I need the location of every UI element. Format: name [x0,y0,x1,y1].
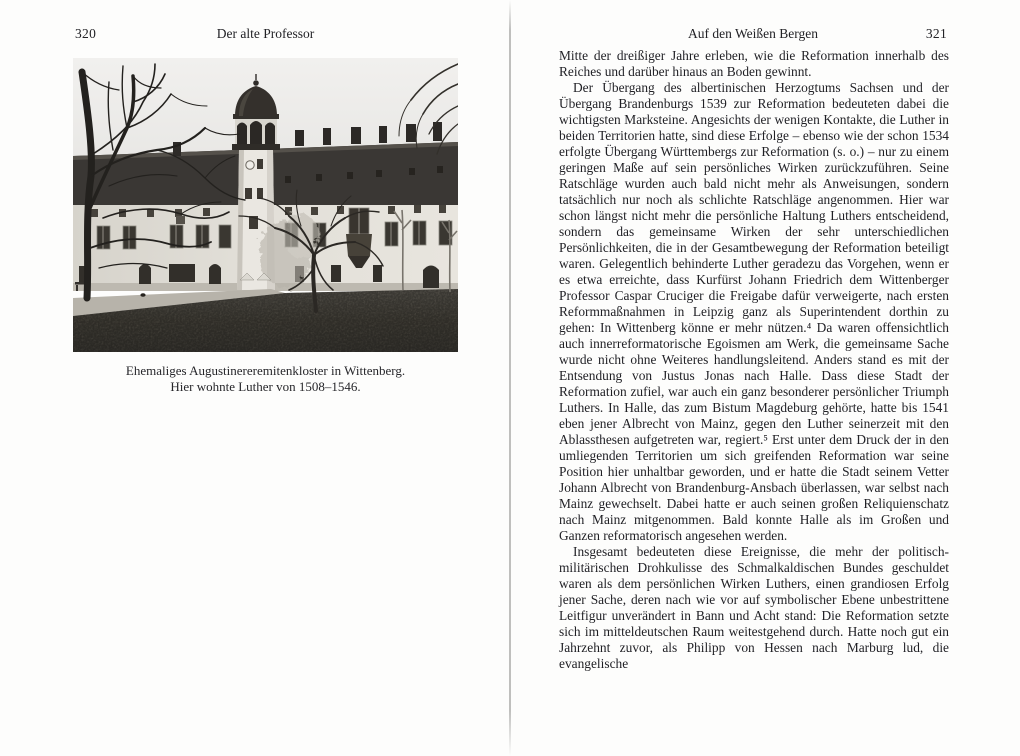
caption-line-2: Hier wohnte Luther von 1508–1546. [170,378,361,394]
right-page [510,0,1020,756]
right-page-number: 321 [925,26,947,41]
monastery-photo [73,58,458,352]
body-paragraph: Der Übergang des albertinischen Herzogtums Sachsen und der Übergang Brandenburgs 1539 zur Reformation bedeuteten dabei die wichtigsten Marksteine. Angesichts der wenigen Kontakte, die Luther in beiden Territorien hatte, sind diese Erfolge – ebenso wie der schon 1534 erfolgte Übergang Württembergs zur Reformation (s. o.) – nur zu einem geringen Maße auf sein persönliches Wirken zurückzuführen. Seine Ratschläge wurden auch bald nicht mehr als Anweisungen, sondern tatsächlich nur noch als schlichte Ratschläge angenommen. Hier war schon längst nicht mehr die persönliche Haltung Luthers entscheidend, sondern das gemeinsame Wirken der sehr unterschiedlichen Persönlichkeiten, die in der Gesamtbewegung der Reformation beteiligt waren. Gelegentlich behinderte Luther geradezu das Vorgehen, wenn er es etwa erreichte, dass Kurfürst Johann Friedrich dem Wittenberger Professor Caspar Cruciger die Freigabe dafür verweigerte, nach ersten Reformmaßnahmen in Leipzig ganz als Superintendent dorthin zu gehen: In Wittenberg könne er mehr nützen.⁴ Da waren offensichtlich auch innerreformatorische Egoismen am Werk, die gemeinsame Sache wurde nicht ohne Weiteres handlungsleitend. Anders stand es mit der Entsendung von Justus Jonas nach Halle. Dass diese Stadt der Reformation zufiel, war auch ein ganz besonderer persönlicher Triumph Luthers. In Halle, das zum Bistum Magdeburg gehörte, hatte bis 1541 eben jener Albrecht von Mainz, gegen den Luther seinerzeit mit den Ablassthesen aufgetreten war, regiert.⁵ Erst unter dem Druck der in den umliegenden Territorien um sich greifenden Reformation war seine Position hier unhaltbar geworden, und er hatte die Stadt seinem Vetter Johann Albrecht von Brandenburg-Ansbach überlassen, war selbst nach Mainz gewechselt. Dabei hatte er auch seinen großen Reliquienschatz nach Mainz mitgenommen. Bald konnte Halle als im Großen und Ganzen reformatorisch angesehen werden. [559,80,949,543]
monastery-photo-drawing [73,58,458,352]
left-page-header [73,26,458,44]
right-running-header: Auf den Weißen Bergen [687,26,818,41]
left-running-header: Der alte Professor [216,26,315,41]
photo-caption [73,363,458,394]
right-page-header [559,26,947,44]
caption-line-1: Ehemaliges Augustinereremitenkloster in Wittenberg. [125,363,406,378]
body-paragraph: Mitte der dreißiger Jahre erleben, wie die Reformation innerhalb des Reiches und darüber hinaus an Boden gewinnt. [559,48,949,79]
body-text [559,48,949,672]
left-page-number: 320 [75,26,97,41]
body-paragraph: Insgesamt bedeuteten diese Ereignisse, die mehr der politisch-militärischen Drohkulisse des Schmalkaldischen Bundes geschuldet waren als dem persönlichen Wirken Luthers, einen grandiosen Erfolg jener Sache, deren nach wie vor auf symbolischer Ebene unbestrittene Leitfigur unverändert in Bann und Acht stand: Die Reformation setzte sich im mitteldeutschen Raum weitestgehend durch. Hatte noch gut ein Jahrzehnt zuvor, als Philipp von Hessen nach Marburg lud, die evangelische [559,544,949,671]
